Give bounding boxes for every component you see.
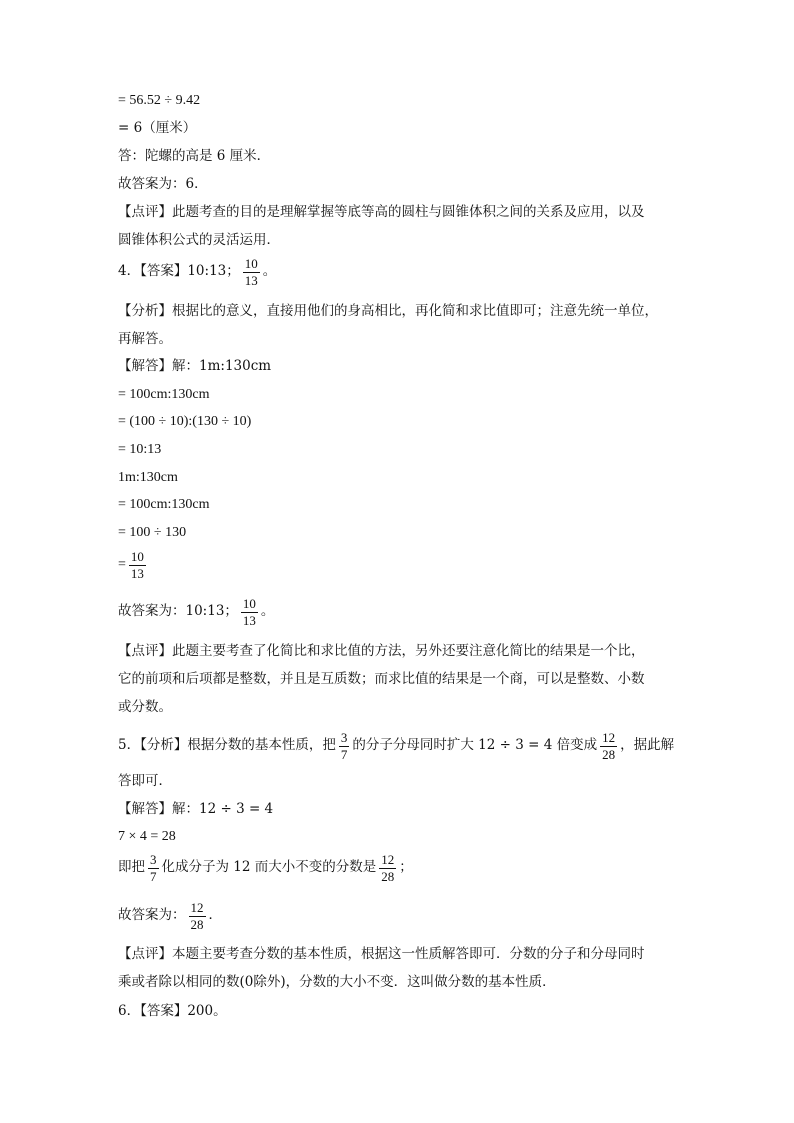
comment-line: 圆锥体积公式的灵活运用． — [118, 232, 280, 248]
numerator: 12 — [190, 900, 204, 915]
calc-line: = (100 ÷ 10):(130 ÷ 10) — [118, 414, 252, 429]
analysis-line: 【分析】根据比的意义，直接用他们的身高相比，再化简和求比值即可；注意先统一单位， — [118, 303, 658, 319]
numerator: 10 — [130, 549, 144, 564]
calc-line: = 56.52 ÷ 9.42 — [118, 93, 201, 108]
numerator: 12 — [381, 852, 395, 867]
calc-line: = 100cm:130cm — [118, 497, 210, 512]
equals-sign: = — [118, 557, 126, 573]
denominator: 28 — [190, 916, 204, 932]
calc-line: 1m:130cm — [118, 470, 178, 485]
final-answer — [118, 597, 274, 627]
solution-text: 即把 — [118, 859, 145, 876]
answer-text: 4．【答案】10:13； — [118, 263, 240, 280]
question-6-answer: 6．【答案】200。 — [118, 1003, 227, 1019]
denominator: 13 — [244, 272, 258, 288]
calc-line: = 10:13 — [118, 442, 162, 457]
fraction — [379, 853, 396, 883]
answer-text: 故答案为： — [118, 907, 186, 924]
calc-result-line: = 6（厘米） — [118, 120, 197, 136]
solution-line: 【解答】解：12 ÷ 3 = 4 — [118, 801, 274, 817]
denominator: 28 — [381, 868, 395, 884]
question-4-answer — [118, 257, 276, 287]
fraction — [148, 853, 159, 883]
punctuation: ； — [399, 859, 413, 876]
numerator: 3 — [150, 852, 157, 867]
comment-line: 它的前项和后项都是整数，并且是互质数；而求比值的结果是一个商，可以是整数、小数 — [118, 671, 645, 687]
analysis-text: 的分子分母同时扩大 12 ÷ 3 = 4 倍变成 — [352, 737, 598, 754]
analysis-line: 答即可． — [118, 773, 172, 789]
answer-text: 故答案为：10:13； — [118, 603, 238, 620]
analysis-text: ，据此解 — [620, 737, 675, 754]
punctuation: ． — [208, 907, 222, 924]
solution-text: 化成分子为 12 而大小不变的分数是 — [161, 859, 377, 876]
question-5-analysis — [118, 731, 674, 761]
comment-line: 【点评】此题考查的目的是理解掌握等底等高的圆柱与圆锥体积之间的关系及应用，以及 — [118, 204, 645, 220]
denominator: 7 — [150, 868, 157, 884]
denominator: 13 — [242, 612, 256, 628]
comment-line: 或分数。 — [118, 699, 172, 715]
analysis-line: 再解答。 — [118, 331, 172, 347]
numerator: 3 — [340, 730, 348, 745]
calc-line: = 100cm:130cm — [118, 387, 210, 402]
denominator: 13 — [130, 565, 144, 581]
solution-sentence — [118, 853, 413, 883]
solution-line: 【解答】解：1m:130cm — [118, 358, 272, 374]
comment-line: 乘或者除以相同的数(0除外)，分数的大小不变．这叫做分数的基本性质． — [118, 974, 556, 990]
comment-line: 【点评】本题主要考查分数的基本性质，根据这一性质解答即可．分数的分子和分母同时 — [118, 946, 645, 962]
final-answer: 故答案为：6． — [118, 176, 208, 192]
fraction — [189, 901, 206, 931]
fraction — [600, 731, 617, 761]
final-answer — [118, 901, 222, 931]
denominator: 7 — [340, 746, 348, 762]
punctuation: 。 — [262, 263, 277, 280]
fraction — [241, 597, 258, 627]
fraction — [243, 257, 260, 287]
answer-sentence: 答：陀螺的高是 6 厘米． — [118, 148, 271, 164]
denominator: 28 — [602, 746, 616, 762]
analysis-text: 5．【分析】根据分数的基本性质，把 — [118, 737, 336, 754]
fraction — [339, 731, 350, 761]
numerator: 10 — [244, 256, 258, 271]
calc-line: 7 × 4 = 28 — [118, 829, 176, 844]
numerator: 10 — [242, 596, 256, 611]
calc-line: = 100 ÷ 130 — [118, 525, 187, 540]
fraction — [129, 550, 146, 580]
calc-line — [118, 550, 149, 580]
comment-line: 【点评】此题主要考查了化简比和求比值的方法，另外还要注意化简比的结果是一个比， — [118, 643, 645, 659]
punctuation: 。 — [260, 603, 275, 620]
numerator: 12 — [602, 730, 616, 745]
